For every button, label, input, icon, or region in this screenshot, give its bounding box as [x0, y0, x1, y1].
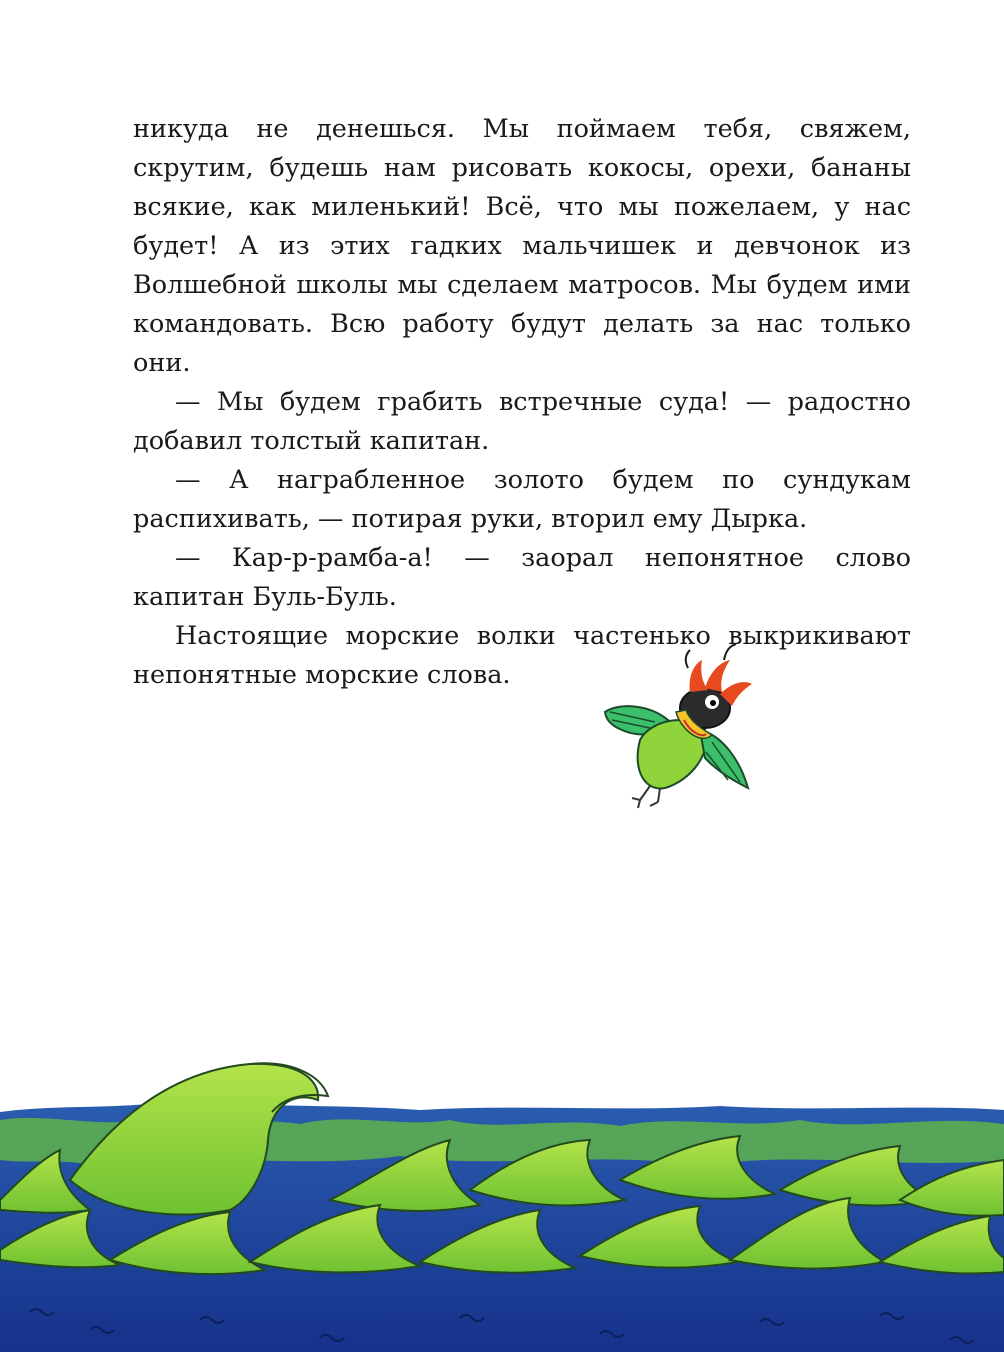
paragraph-4: — Кар-р-рамба-а! — заорал непонятное слово капитан Буль-Буль.: [133, 543, 911, 612]
paragraph-5: Настоящие морские волки частенько выкрикивают непонятные морские слова.: [133, 621, 911, 690]
paragraph-1: никуда не денешься. Мы поймаем тебя, свяжем, скрутим, будешь нам рисовать кокосы, орехи, бананы всякие, как миленький! Всё, что мы пожелаем, у нас будет! А из этих гадких мальчишек и девчонок из Волшебной школы мы сделаем матросов. Мы будем ими командовать. Всю работу будут делать за нас только они.: [133, 114, 911, 378]
paragraph-3: — А награбленное золото будем по сундукам распихивать, — потирая руки, вторил ему Дырка.: [133, 465, 911, 534]
paragraph-2: — Мы будем грабить встречные суда! — радостно добавил толстый капитан.: [133, 387, 911, 456]
